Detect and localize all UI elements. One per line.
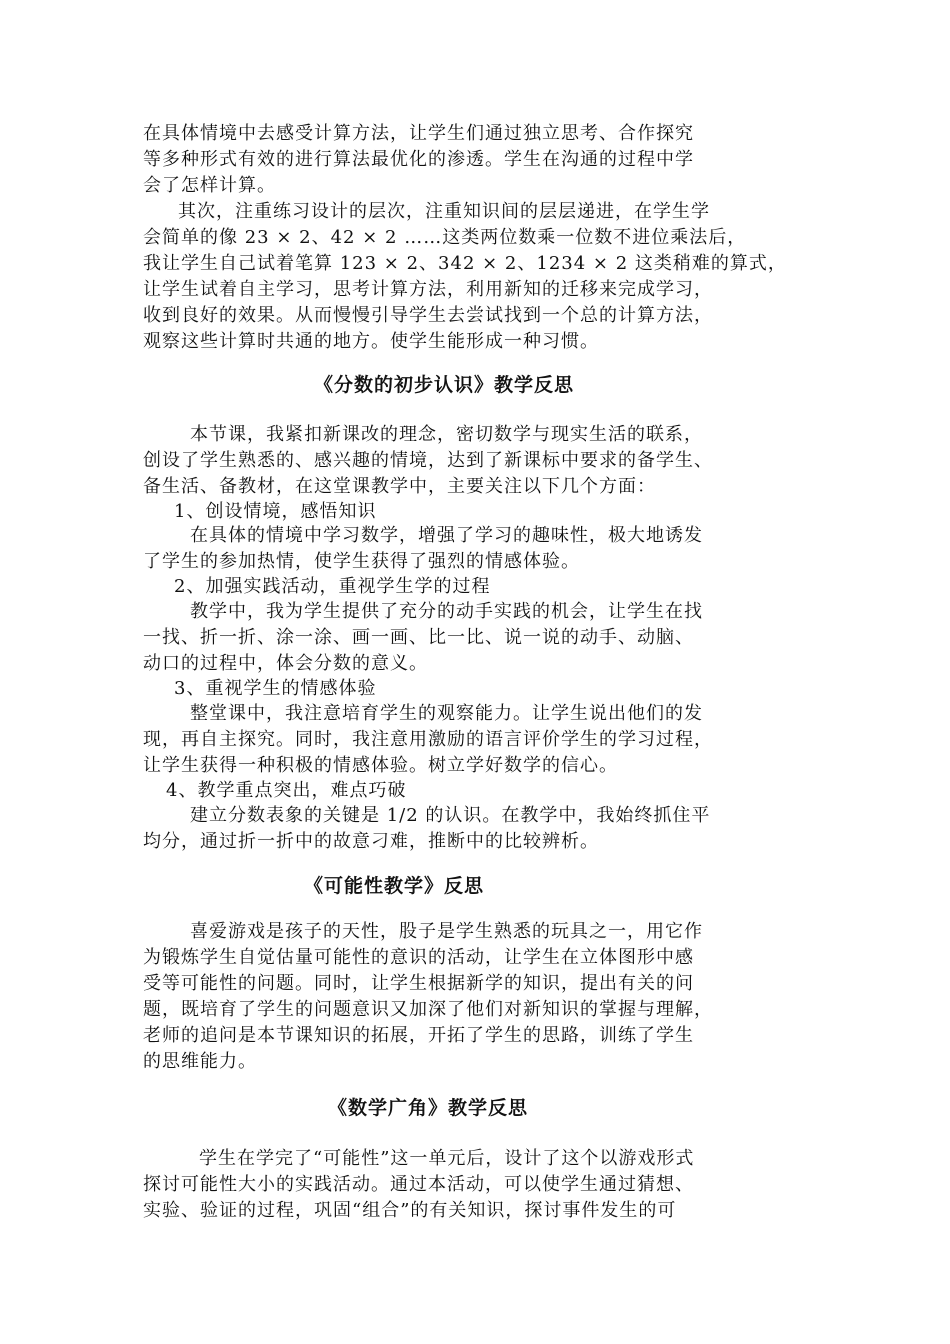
paragraph-line: 均分，通过折一折中的故意刁难，推断中的比较辨析。 xyxy=(143,831,599,852)
paragraph-line: 题，既培育了学生的问题意识又加深了他们对新知识的掌握与理解， xyxy=(143,999,713,1020)
paragraph-line: 了学生的参加热情，使学生获得了强烈的情感体验。 xyxy=(143,551,580,572)
paragraph-line: 探讨可能性大小的实践活动。通过本活动，可以使学生通过猜想、 xyxy=(143,1174,694,1195)
paragraph-line: 其次，注重练习设计的层次，注重知识间的层层递进，在学生学 xyxy=(178,201,710,222)
paragraph-line: 创设了学生熟悉的、感兴趣的情境，达到了新课标中要求的备学生、 xyxy=(143,450,713,471)
paragraph-line: 会了怎样计算。 xyxy=(143,175,276,196)
paragraph-line: 一找、折一折、涂一涂、画一画、比一比、说一说的动手、动脑、 xyxy=(143,627,694,648)
paragraph-line: 喜爱游戏是孩子的天性，股子是学生熟悉的玩具之一，用它作 xyxy=(190,921,703,942)
paragraph-line: 动口的过程中，体会分数的意义。 xyxy=(143,653,428,674)
paragraph-line: 等多种形式有效的进行算法最优化的渗透。学生在沟通的过程中学 xyxy=(143,149,694,170)
paragraph-line: 的思维能力。 xyxy=(143,1051,257,1072)
section-title: 《可能性教学》反思 xyxy=(304,875,485,897)
section-title: 《数学广角》教学反思 xyxy=(328,1097,529,1119)
paragraph-line: 建立分数表象的关键是 1/2 的认识。在教学中，我始终抓住平 xyxy=(190,805,711,826)
list-item-heading: 1、创设情境，感悟知识 xyxy=(174,501,377,522)
list-item-heading: 4、教学重点突出，难点巧破 xyxy=(166,780,407,801)
paragraph-line: 为锻炼学生自觉估量可能性的意识的活动，让学生在立体图形中感 xyxy=(143,947,694,968)
paragraph-line: 收到良好的效果。从而慢慢引导学生去尝试找到一个总的计算方法， xyxy=(143,305,713,326)
section-title: 《分数的初步认识》教学反思 xyxy=(314,374,575,396)
paragraph-line: 让学生获得一种积极的情感体验。树立学好数学的信心。 xyxy=(143,755,618,776)
paragraph-line: 在具体的情境中学习数学，增强了学习的趣味性，极大地诱发 xyxy=(190,525,703,546)
paragraph-line: 备生活、备教材，在这堂课教学中，主要关注以下几个方面： xyxy=(143,476,656,497)
paragraph-line: 整堂课中，我注意培育学生的观察能力。让学生说出他们的发 xyxy=(190,703,703,724)
paragraph-line: 我让学生自己试着笔算 123 × 2、342 × 2、1234 × 2 这类稍难的算式， xyxy=(143,253,787,274)
paragraph-line: 实验、验证的过程，巩固“组合”的有关知识，探讨事件发生的可 xyxy=(143,1200,677,1221)
paragraph-line: 本节课，我紧扣新课改的理念，密切数学与现实生活的联系， xyxy=(190,424,703,445)
paragraph-line: 会简单的像 23 × 2、42 × 2 ……这类两位数乘一位数不进位乘法后， xyxy=(143,227,747,248)
paragraph-line: 现，再自主探究。同时，我注意用激励的语言评价学生的学习过程， xyxy=(143,729,713,750)
list-item-heading: 2、加强实践活动，重视学生学的过程 xyxy=(174,576,491,597)
paragraph-line: 老师的追问是本节课知识的拓展，开拓了学生的思路，训练了学生 xyxy=(143,1025,694,1046)
paragraph-line: 教学中，我为学生提供了充分的动手实践的机会，让学生在找 xyxy=(190,601,703,622)
list-item-heading: 3、重视学生的情感体验 xyxy=(174,678,377,699)
paragraph-line: 受等可能性的问题。同时，让学生根据新学的知识，提出有关的问 xyxy=(143,973,694,994)
paragraph-line: 让学生试着自主学习，思考计算方法，利用新知的迁移来完成学习， xyxy=(143,279,713,300)
paragraph-line: 观察这些计算时共通的地方。使学生能形成一种习惯。 xyxy=(143,331,599,352)
paragraph-line: 学生在学完了“可能性”这一单元后，设计了这个以游戏形式 xyxy=(199,1148,695,1169)
paragraph-line: 在具体情境中去感受计算方法，让学生们通过独立思考、合作探究 xyxy=(143,123,694,144)
